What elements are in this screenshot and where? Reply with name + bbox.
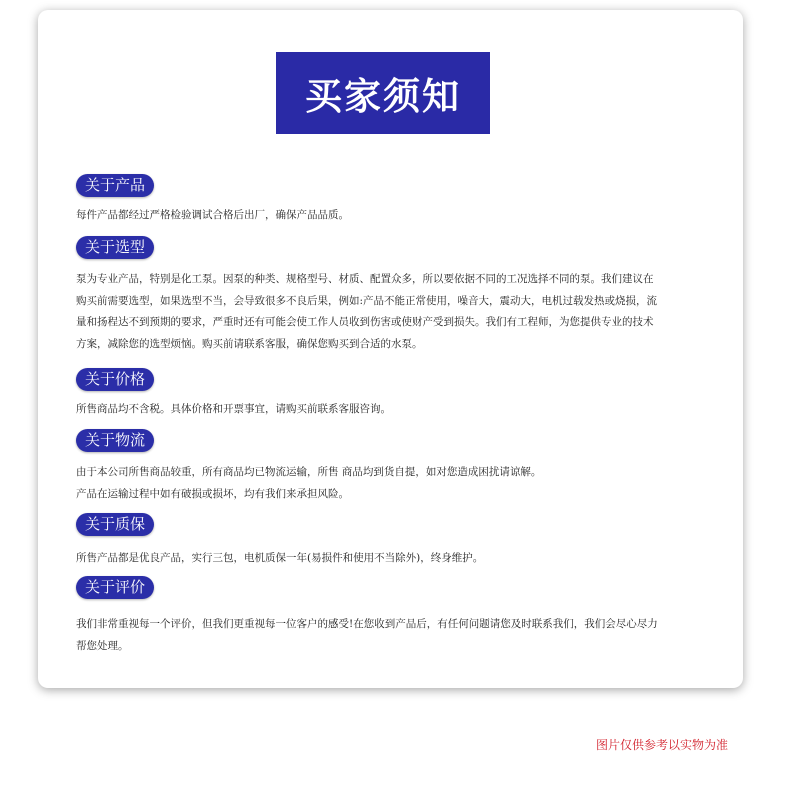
section-body bbox=[76, 614, 696, 657]
body-line: 所售产品都是优良产品，实行三包，电机质保一年(易损件和使用不当除外)，终身维护。 bbox=[76, 552, 484, 564]
section-price bbox=[76, 368, 696, 421]
section-heading: 关于质保 bbox=[76, 513, 154, 536]
section-heading: 关于产品 bbox=[76, 174, 154, 197]
section-body bbox=[76, 548, 696, 570]
section-heading: 关于评价 bbox=[76, 576, 154, 599]
body-line: 我们非常重视每一个评价，但我们更重视每一位客户的感受!在您收到产品后，有任何问题请您及时联系我们，我们会尽心尽力 bbox=[76, 618, 658, 630]
notice-card bbox=[38, 10, 743, 688]
section-reviews bbox=[76, 576, 696, 657]
body-line: 帮您处理。 bbox=[76, 639, 129, 652]
body-line: 量和扬程达不到预期的要求，严重时还有可能会使工作人员收到伤害或使财产受到损失。我们有工程师，为您提供专业的技术 bbox=[76, 316, 654, 328]
section-heading: 关于价格 bbox=[76, 368, 154, 391]
section-heading: 关于选型 bbox=[76, 236, 154, 259]
section-selection bbox=[76, 236, 696, 355]
section-logistics bbox=[76, 429, 696, 505]
section-heading: 关于物流 bbox=[76, 429, 154, 452]
section-body bbox=[76, 205, 696, 227]
section-warranty bbox=[76, 513, 696, 570]
disclaimer-note: 图片仅供参考以实物为准 bbox=[596, 738, 729, 752]
section-product bbox=[76, 174, 696, 227]
body-line: 由于本公司所售商品较重，所有商品均已物流运输，所售 商品均到货自提，如对您造成困扰请谅解。 bbox=[76, 466, 542, 478]
body-line: 方案，减除您的选型烦恼。购买前请联系客服，确保您购买到合适的水泵。 bbox=[76, 337, 423, 350]
section-body bbox=[76, 462, 696, 505]
section-body bbox=[76, 399, 696, 421]
body-line: 每件产品都经过严格检验调试合格后出厂，确保产品品质。 bbox=[76, 209, 349, 221]
body-line: 购买前需要选型，如果选型不当，会导致很多不良后果，例如:产品不能正常使用，噪音大，震动大，电机过载发热或烧损，流 bbox=[76, 294, 658, 307]
body-line: 所售商品均不含税。具体价格和开票事宜，请购买前联系客服咨询。 bbox=[76, 403, 391, 415]
body-line: 泵为专业产品，特别是化工泵。因泵的种类、规格型号、材质、配置众多，所以要依据不同的工况选择不同的泵。我们建议在 bbox=[76, 273, 654, 285]
body-line: 产品在运输过程中如有破损或损坏，均有我们来承担风险。 bbox=[76, 487, 349, 500]
section-body bbox=[76, 269, 696, 355]
page-title: 买家须知 bbox=[276, 52, 490, 134]
